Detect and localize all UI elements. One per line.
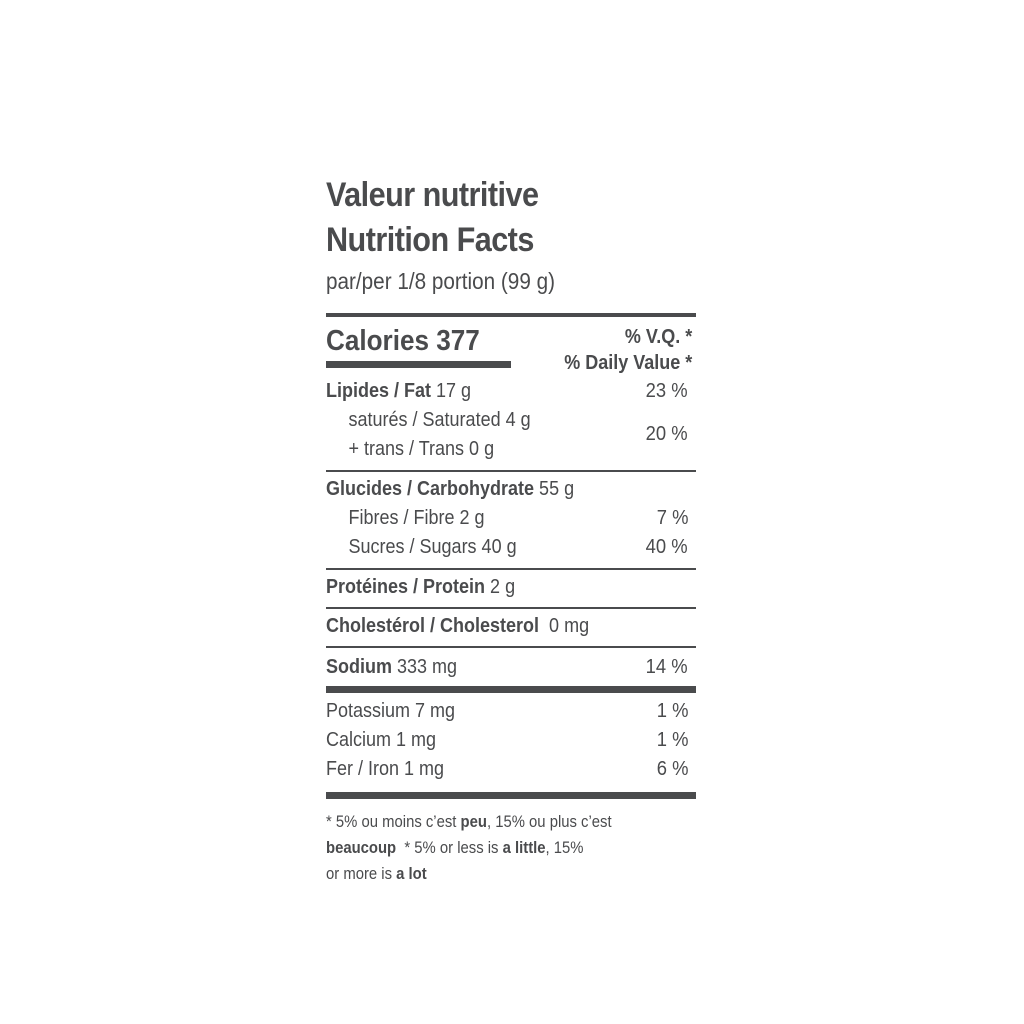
calcium-row: Calcium 1 mg 1 %: [326, 726, 696, 755]
potassium-percent: 1 %: [656, 700, 688, 722]
iron-percent: 6 %: [656, 758, 688, 780]
sodium-row: Sodium 333 mg 14 %: [326, 653, 696, 682]
potassium-row: Potassium 7 mg 1 %: [326, 697, 696, 726]
divider-heavy: [326, 686, 696, 693]
divider: [326, 470, 696, 472]
fat-row: Lipides / Fat 17 g 23 %: [326, 377, 696, 406]
calcium-percent: 1 %: [656, 729, 688, 751]
daily-value-header: % V.Q. * % Daily Value *: [563, 326, 692, 374]
fat-percent: 23 %: [646, 380, 688, 402]
title-english: Nutrition Facts: [326, 221, 534, 259]
title-french: Valeur nutritive: [326, 176, 539, 214]
fibre-percent: 7 %: [656, 507, 688, 529]
saturated-row: saturés / Saturated 4 g: [348, 409, 531, 431]
trans-row: + trans / Trans 0 g: [348, 438, 495, 460]
fibre-row: Fibres / Fibre 2 g 7 %: [326, 504, 696, 533]
calories: Calories 377: [326, 325, 480, 357]
divider: [326, 607, 696, 609]
serving-size: par/per 1/8 portion (99 g): [326, 268, 555, 294]
divider: [326, 568, 696, 570]
sugars-percent: 40 %: [646, 536, 688, 558]
carbohydrate-row: Glucides / Carbohydrate 55 g: [326, 478, 575, 500]
sugars-row: Sucres / Sugars 40 g 40 %: [326, 533, 696, 562]
calories-block: [326, 317, 696, 377]
sodium-percent: 14 %: [646, 656, 688, 678]
cholesterol-row: Cholestérol / Cholesterol 0 mg: [326, 615, 590, 637]
protein-row: Protéines / Protein 2 g: [326, 576, 516, 598]
iron-row: Fer / Iron 1 mg 6 %: [326, 755, 696, 784]
sat-trans-percent: 20 %: [646, 423, 688, 445]
divider: [326, 646, 696, 648]
calories-bar: [326, 361, 511, 368]
nutrition-facts-label: [326, 173, 696, 887]
divider-heavy: [326, 792, 696, 799]
footnote: * 5% ou moins c’est peu, 15% ou plus c’est beaucoup * 5% or less is a little, 15% or more is a lot: [326, 813, 612, 883]
